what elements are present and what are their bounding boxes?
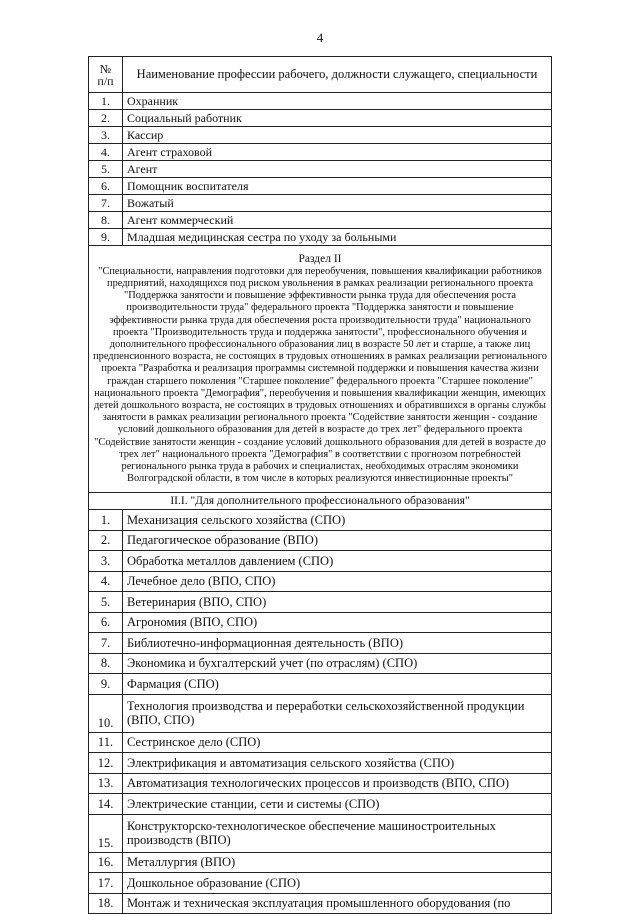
table-row	[89, 510, 552, 531]
row-number: 5.	[89, 161, 123, 178]
row-name: Электрификация и автоматизация сельского хозяйства (СПО)	[123, 753, 552, 774]
row-name: Социальный работник	[123, 110, 552, 127]
row-name: Конструкторско-технологическое обеспечение машиностроительных производств (ВПО)	[123, 814, 552, 852]
row-number: 14.	[89, 794, 123, 815]
row-name: Экономика и бухгалтерский учет (по отраслям) (СПО)	[123, 653, 552, 674]
row-number: 2.	[89, 530, 123, 551]
row-name: Обработка металлов давлением (СПО)	[123, 551, 552, 572]
row-name: Младшая медицинская сестра по уходу за больными	[123, 229, 552, 246]
section-description: "Специальности, направления подготовки для переобучения, повышения квалификации работников предприятий, находящихся под риском увольнения в рамках реализации регионального проекта "Поддержка занятости и повышение эффективности рынка труда для обеспечения роста производительности труда" федерального проекта "Поддержка занятости и повышение эффективности рынка труда для обеспечения роста производительности труда" национального проекта "Производительность труда и поддержка занятости", профессионального обучения и дополнительного профессионального образования лиц в возрасте 50 лет и старше, а также лиц предпенсионного возраста, не состоящих в трудовых отношениях в рамках реализации регионального проекта "Разработка и реализация программы системной поддержки и повышения качества жизни граждан старшего поколения "Старшее поколение" федерального проекта "Старшее поколение" национального проекта "Демография", переобучения и повышения квалификации женщин, имеющих детей дошкольного возраста, не состоящих в трудовых отношениях и обратившихся в органы службы занятости в рамках реализации регионального проекта "Содействие занятости женщин - создание условий дошкольного образования для детей в возрасте до трех лет" федерального проекта "Содействие занятости женщин - создание условий дошкольного образования для детей в возрасте до трех лет" национального проекта "Демография" в соответствии с прогнозом потребностей регионального рынка труда в рабочих и специалистах, необходимых отраслям экономики Волгоградской области, в том числе в которых реализуются инвестиционные проекты"	[93, 265, 547, 485]
table-row	[89, 814, 552, 852]
table-row	[89, 653, 552, 674]
row-number: 9.	[89, 229, 123, 246]
row-number: 6.	[89, 178, 123, 195]
row-name: Ветеринария (ВПО, СПО)	[123, 592, 552, 613]
column-header-number-symbol: №	[99, 61, 112, 76]
row-name: Педагогическое образование (ВПО)	[123, 530, 552, 551]
row-name: Монтаж и техническая эксплуатация промышленного оборудования (по	[123, 893, 552, 914]
row-name: Помощник воспитателя	[123, 178, 552, 195]
row-number: 2.	[89, 110, 123, 127]
row-number: 3.	[89, 551, 123, 572]
subsection-row	[89, 493, 552, 510]
row-number: 8.	[89, 653, 123, 674]
row-name: Автоматизация технологических процессов и производств (ВПО, СПО)	[123, 773, 552, 794]
row-name: Металлургия (ВПО)	[123, 852, 552, 873]
table-row	[89, 794, 552, 815]
table-row	[89, 571, 552, 592]
table-row	[89, 144, 552, 161]
row-number: 16.	[89, 852, 123, 873]
row-number: 4.	[89, 571, 123, 592]
table-row	[89, 530, 552, 551]
professions-table	[88, 56, 552, 914]
row-name: Кассир	[123, 127, 552, 144]
row-number: 15.	[89, 814, 123, 852]
row-number: 6.	[89, 612, 123, 633]
row-name: Сестринское дело (СПО)	[123, 732, 552, 753]
row-name: Технология производства и переработки сельскохозяйственной продукции (ВПО, СПО)	[123, 694, 552, 732]
table-row	[89, 551, 552, 572]
table-row	[89, 873, 552, 894]
table-row	[89, 592, 552, 613]
row-name: Агент страховой	[123, 144, 552, 161]
section-row	[89, 246, 552, 493]
row-name: Вожатый	[123, 195, 552, 212]
table-row	[89, 161, 552, 178]
table-row	[89, 852, 552, 873]
row-name: Агент	[123, 161, 552, 178]
row-name: Охранник	[123, 93, 552, 110]
table-row	[89, 694, 552, 732]
table-row	[89, 178, 552, 195]
row-number: 11.	[89, 732, 123, 753]
table-header-row	[89, 57, 552, 93]
row-name: Фармация (СПО)	[123, 674, 552, 695]
subsection-title: II.I. "Для дополнительного профессионального образования"	[89, 493, 552, 510]
row-number: 1.	[89, 93, 123, 110]
table-row	[89, 127, 552, 144]
table-row	[89, 633, 552, 654]
row-number: 4.	[89, 144, 123, 161]
table-row	[89, 612, 552, 633]
row-name: Агент коммерческий	[123, 212, 552, 229]
row-name: Агрономия (ВПО, СПО)	[123, 612, 552, 633]
table-row	[89, 753, 552, 774]
row-number: 18.	[89, 893, 123, 914]
row-name: Лечебное дело (ВПО, СПО)	[123, 571, 552, 592]
table-row	[89, 195, 552, 212]
row-number: 17.	[89, 873, 123, 894]
row-number: 8.	[89, 212, 123, 229]
table-row	[89, 773, 552, 794]
row-number: 7.	[89, 195, 123, 212]
table-row	[89, 732, 552, 753]
table-row	[89, 212, 552, 229]
row-number: 1.	[89, 510, 123, 531]
table-row	[89, 93, 552, 110]
table-row	[89, 893, 552, 914]
row-number: 12.	[89, 753, 123, 774]
column-header-name: Наименование профессии рабочего, должности служащего, специальности	[123, 57, 552, 93]
table-row	[89, 229, 552, 246]
section-cell	[89, 246, 552, 493]
section-title: Раздел II	[298, 252, 342, 265]
table-row	[89, 674, 552, 695]
page-number: 4	[316, 30, 324, 45]
row-name: Механизация сельского хозяйства (СПО)	[123, 510, 552, 531]
row-name: Библиотечно-информационная деятельность (ВПО)	[123, 633, 552, 654]
row-number: 3.	[89, 127, 123, 144]
row-number: 9.	[89, 674, 123, 695]
column-header-number	[89, 57, 123, 93]
row-number: 13.	[89, 773, 123, 794]
row-name: Дошкольное образование (СПО)	[123, 873, 552, 894]
row-number: 7.	[89, 633, 123, 654]
column-header-number-abbrev: п/п	[97, 73, 114, 88]
table-row	[89, 110, 552, 127]
row-number: 5.	[89, 592, 123, 613]
row-number: 10.	[89, 694, 123, 732]
row-name: Электрические станции, сети и системы (СПО)	[123, 794, 552, 815]
